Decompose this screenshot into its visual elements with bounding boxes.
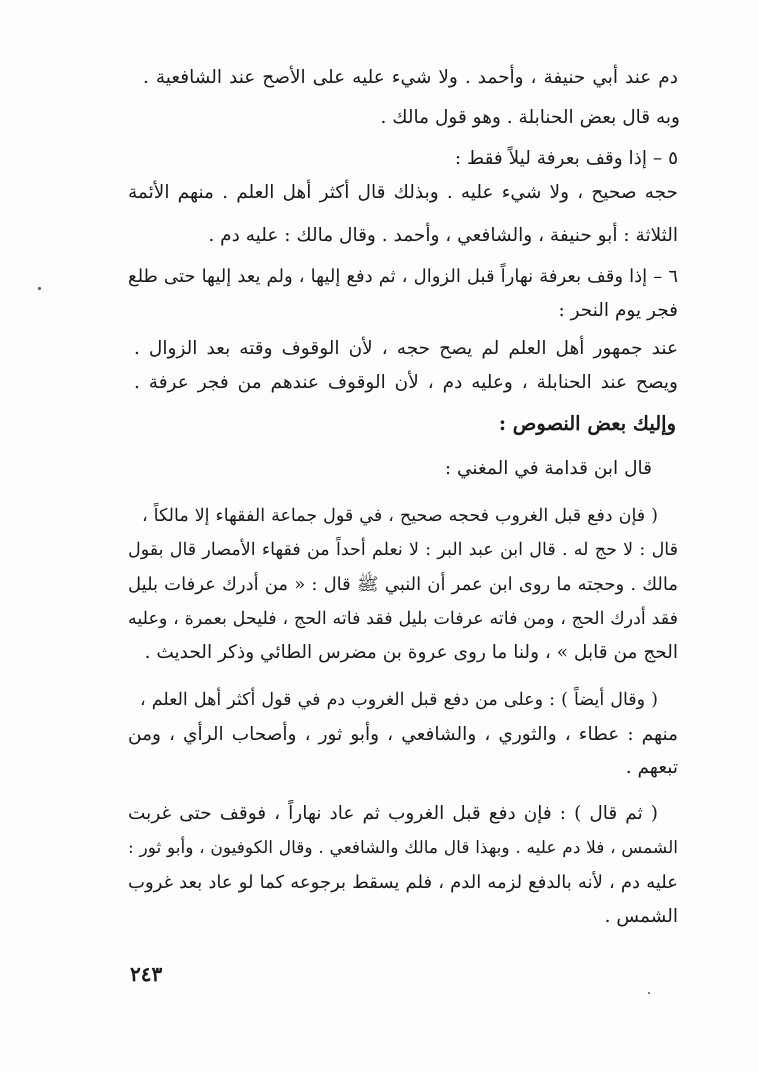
text-line-8: عند جمهور أهل العلم لم يصح حجه ، لأن الوقوف وقته بعد الزوال . <box>134 338 678 359</box>
quote-line-5: الحج من قابل » ، ولنا ما روى عروة بن مضرس الطائي وذكر الحديث . <box>144 642 678 663</box>
citation-intro: قال ابن قدامة في المغني : <box>444 458 652 479</box>
scan-speck <box>648 992 650 994</box>
quote2-line-3: تبعهم . <box>625 757 678 778</box>
section-heading: وإليك بعض النصوص : <box>498 412 676 435</box>
quote3-line-3: عليه دم ، لأنه بالدفع لزمه الدم ، فلم يسقط برجوعه كما لو عاد بعد غروب <box>128 872 678 893</box>
text-line-5: الثلاثة : أبو حنيفة ، والشافعي ، وأحمد . وقال مالك : عليه دم . <box>208 225 678 246</box>
item-6-heading: ٦ – إذا وقف بعرفة نهاراً قبل الزوال ، ثم دفع إليها ، ولم يعد إليها حتى طلع <box>128 266 678 287</box>
quote3-line-2: الشمس ، فلا دم عليه . وبهذا قال مالك والشافعي . وقال الكوفيون ، وأبو ثور : <box>128 838 678 858</box>
quote-line-2: قال : لا حج له . قال ابن عبد البر : لا نعلم أحداً من فقهاء الأمصار قال بقول <box>128 540 678 560</box>
quote-line-4: فقد أدرك الحج ، ومن فاته عرفات بليل فقد فاته الحج ، فليحل بعمرة ، وعليه <box>128 609 678 629</box>
text-line-9: ويصح عند الحنابلة ، وعليه دم ، لأن الوقوف عندهم من فجر عرفة . <box>134 372 678 393</box>
text-line-2: وبه قال بعض الحنابلة . وهو قول مالك . <box>380 107 680 128</box>
quote-line-3: مالك . وحجته ما روى ابن عمر أن النبي ﷺ قال : « من أدرك عرفات بليل <box>128 574 678 595</box>
quote-line-1: ( فإن دفع قبل الغروب فحجه صحيح ، في قول جماعة الفقهاء إلا مالكاً ، <box>142 506 658 526</box>
text-line-1: دم عند أبي حنيفة ، وأحمد . ولا شيء عليه على الأصح عند الشافعية . <box>143 67 678 88</box>
quote3-line-1: ( ثم قال ) : فإن دفع قبل الغروب ثم عاد نهاراً ، فوقف حتى غربت <box>128 803 658 824</box>
scan-speck <box>38 287 41 290</box>
text-line-4: حجه صحيح ، ولا شيء عليه . وبذلك قال أكثر أهل العلم . منهم الأئمة <box>128 182 678 203</box>
quote2-line-2: منهم : عطاء ، والثوري ، والشافعي ، وأبو ثور ، وأصحاب الرأي ، ومن <box>128 724 678 745</box>
quote3-line-4: الشمس . <box>604 906 678 927</box>
page-number: ٢٤٣ <box>130 962 163 986</box>
quote2-line-1: ( وقال أيضاً ) : وعلى من دفع قبل الغروب دم في قول أكثر أهل العلم ، <box>140 690 658 710</box>
item-5-heading: ٥ – إذا وقف بعرفة ليلاً فقط : <box>454 148 678 169</box>
text-line-7: فجر يوم النحر : <box>558 300 678 321</box>
